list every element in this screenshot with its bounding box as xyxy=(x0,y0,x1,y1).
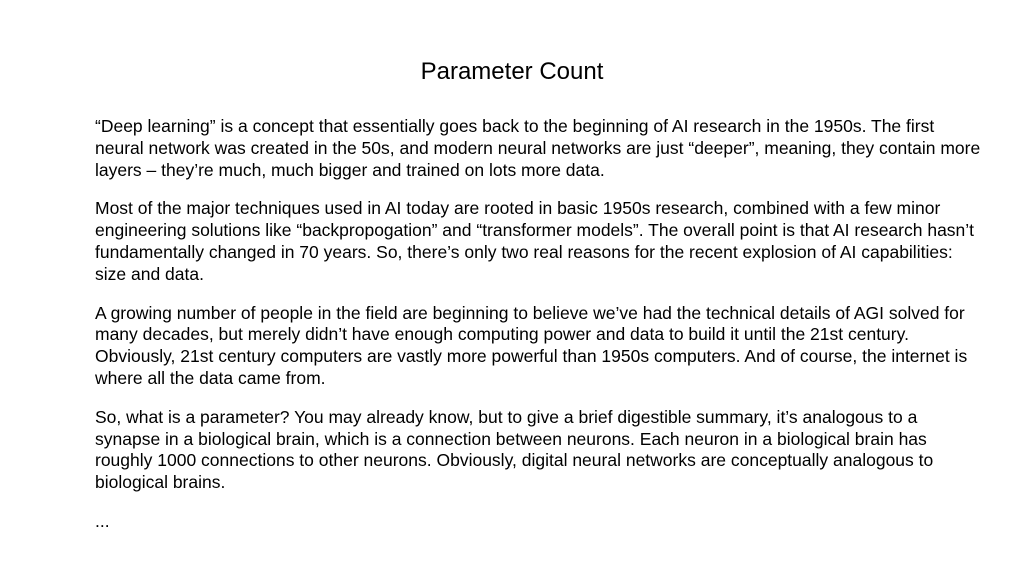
slide-body xyxy=(95,116,985,533)
paragraph-techniques: Most of the major techniques used in AI today are rooted in basic 1950s research, combined with a few minor engineering solutions like “backpropogation” and “transformer models”. The overall point is that AI research hasn’t fundamentally changed in 70 years. So, there’s only two real reasons for the recent explosion of AI capabilities: size and data. xyxy=(95,198,975,284)
ellipsis-text: ... xyxy=(95,510,110,531)
paragraph-deep-learning: “Deep learning” is a concept that essentially goes back to the beginning of AI research in the 1950s. The first neural network was created in the 50s, and modern neural networks are just “deeper”, meaning, they contain more layers – they’re much, much bigger and trained on lots more data. xyxy=(95,116,981,180)
slide-title: Parameter Count xyxy=(420,58,604,85)
paragraph-parameter: So, what is a parameter? You may already know, but to give a brief digestible summary, it’s analogous to a synapse in a biological brain, which is a connection between neurons. Each neuron in a biological brain has roughly 1000 connections to other neurons. Obviously, digital neural networks are conceptually analogous to biological brains. xyxy=(95,406,934,493)
paragraph-agi: A growing number of people in the field are beginning to believe we’ve had the technical details of AGI solved for many decades, but merely didn’t have enough computing power and data to build it until the 21st century. Obviously, 21st century computers are vastly more powerful than 1950s computers. And of course, the internet is where all the data came from. xyxy=(95,302,968,388)
